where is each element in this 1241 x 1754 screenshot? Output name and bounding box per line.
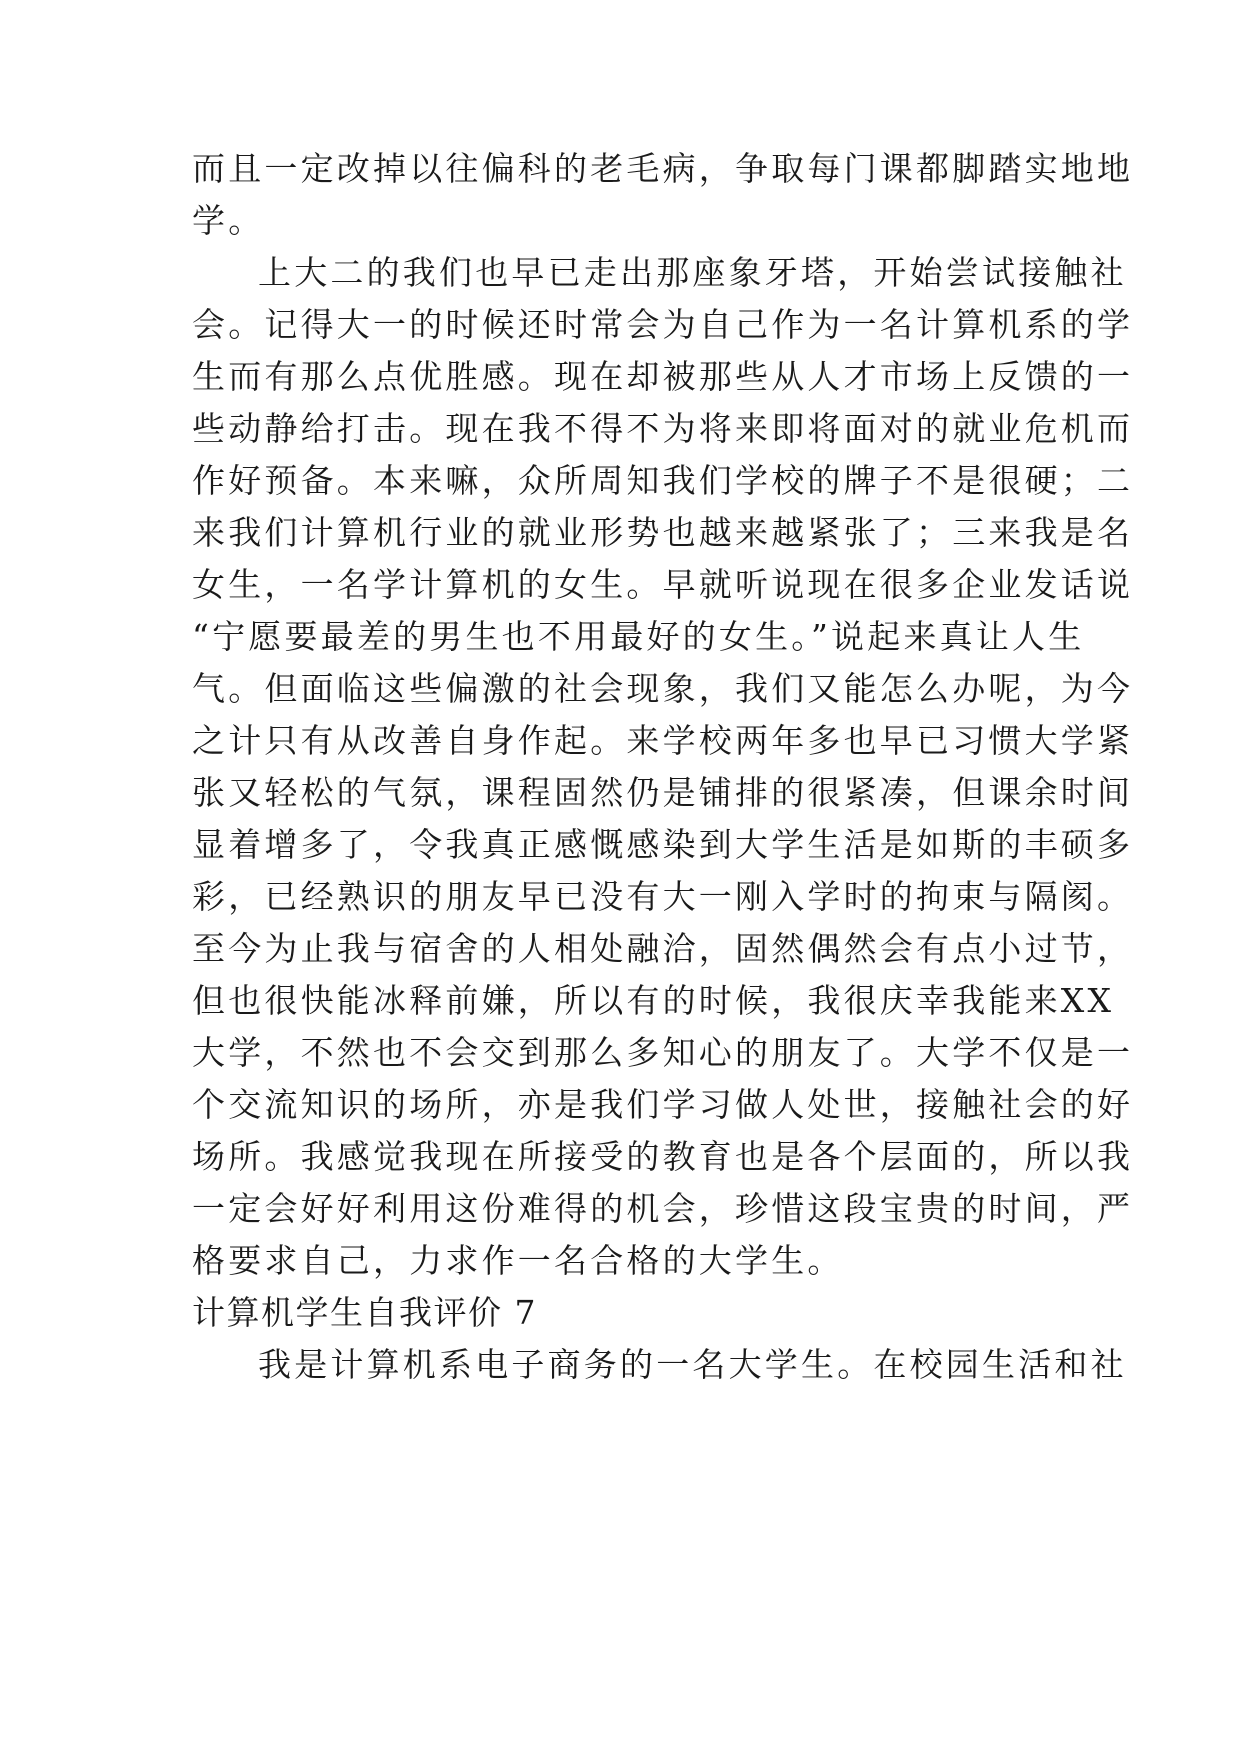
text-line: 之计只有从改善自身作起。来学校两年多也早已习惯大学紧 (192, 721, 1134, 760)
text-line: 学。 (192, 201, 265, 240)
text-line: 来我们计算机行业的就业形势也越来越紧张了；三来我是名 (192, 513, 1134, 552)
text-line: 会。记得大一的时候还时常会为自己作为一名计算机系的学 (192, 305, 1134, 344)
text-line: 生而有那么点优胜感。现在却被那些从人才市场上反馈的一 (192, 357, 1134, 396)
text-line: 但也很快能冰释前嫌，所以有的时候，我很庆幸我能来XX (192, 981, 1115, 1020)
section-heading: 计算机学生自我评价 7 (192, 1293, 537, 1332)
text-line: 作好预备。本来嘛，众所周知我们学校的牌子不是很硬；二 (192, 461, 1134, 500)
text-line: “宁愿要最差的男生也不用最好的女生。”说起来真让人生 (192, 617, 1085, 656)
text-line: 场所。我感觉我现在所接受的教育也是各个层面的，所以我 (192, 1137, 1134, 1176)
text-line: 个交流知识的场所，亦是我们学习做人处世，接触社会的好 (192, 1085, 1134, 1124)
text-line: 一定会好好利用这份难得的机会，珍惜这段宝贵的时间，严 (192, 1189, 1134, 1228)
text-line: 上大二的我们也早已走出那座象牙塔，开始尝试接触社 (258, 253, 1127, 292)
text-line: 而且一定改掉以往偏科的老毛病，争取每门课都脚踏实地地 (192, 149, 1134, 188)
text-line: 大学，不然也不会交到那么多知心的朋友了。大学不仅是一 (192, 1033, 1134, 1072)
text-line: 显着增多了，令我真正感慨感染到大学生活是如斯的丰硕多 (192, 825, 1134, 864)
text-line: 我是计算机系电子商务的一名大学生。在校园生活和社 (258, 1345, 1127, 1384)
text-line: 女生，一名学计算机的女生。早就听说现在很多企业发话说 (192, 565, 1134, 604)
text-line: 气。但面临这些偏激的社会现象，我们又能怎么办呢，为今 (192, 669, 1134, 708)
text-line: 至今为止我与宿舍的人相处融洽，固然偶然会有点小过节， (192, 929, 1134, 968)
text-line: 格要求自己，力求作一名合格的大学生。 (192, 1241, 844, 1280)
text-line: 张又轻松的气氛，课程固然仍是铺排的很紧凑，但课余时间 (192, 773, 1134, 812)
text-line: 彩，已经熟识的朋友早已没有大一刚入学时的拘束与隔阂。 (192, 877, 1134, 916)
text-line: 些动静给打击。现在我不得不为将来即将面对的就业危机而 (192, 409, 1134, 448)
